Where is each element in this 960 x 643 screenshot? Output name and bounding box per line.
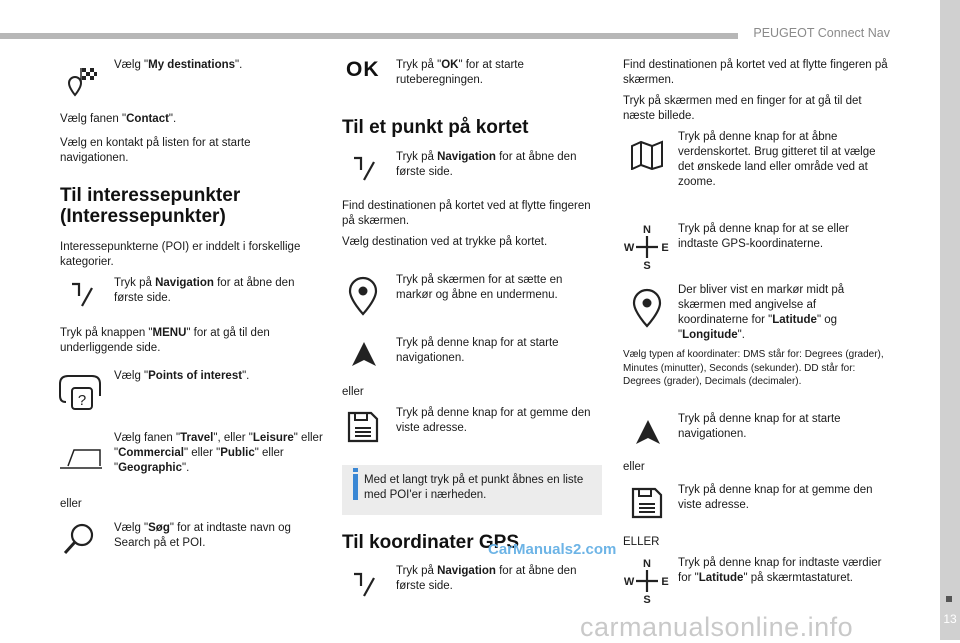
ok-text: Tryk på "OK" for at starte ruteberegningen. xyxy=(396,59,524,86)
my-destinations-text: Vælg "My destinations". xyxy=(114,59,243,71)
save-icon xyxy=(630,486,664,520)
find-destination-text: Find destinationen på kortet ved at flytte fingeren på skærmen. xyxy=(623,59,888,86)
category-tab-icon xyxy=(58,448,104,470)
or-text-caps: ELLER xyxy=(623,536,660,548)
poi-intro-text: Interessepunkterne (POI) er inddelt i forskellige kategorier. xyxy=(60,241,301,268)
map-pin-icon xyxy=(630,288,664,328)
category-tab-text: Vælg fanen "Travel", eller "Leisure" eller "Commercial" eller "Public" eller "Geographic". xyxy=(114,432,323,474)
start-navigation-icon xyxy=(350,340,378,368)
points-of-interest-icon xyxy=(58,374,102,410)
start-nav-text: Tryk på denne knap for at starte navigationen. xyxy=(396,337,559,364)
next-image-text: Tryk på skærmen med en finger for at gå til det næste billede. xyxy=(623,95,862,122)
gps-coordinates-text: Tryk på denne knap for at se eller indtaste GPS-koordinaterne. xyxy=(678,223,849,250)
map-navigation-text: Tryk på Navigation for at åbne den første side. xyxy=(396,151,577,178)
info-note xyxy=(342,465,602,515)
search-poi-text: Vælg "Søg" for at indtaste navn og Search på et POI. xyxy=(114,522,291,549)
contact-tab-text: Vælg fanen "Contact". xyxy=(60,113,177,125)
or-text: eller xyxy=(623,461,645,473)
compass-e: E xyxy=(661,242,669,254)
navigation-icon xyxy=(352,572,378,600)
section-heading-gps: Til koordinater GPS xyxy=(342,532,520,553)
gps-navigation-text: Tryk på Navigation for at åbne den første side. xyxy=(396,565,577,592)
marker-coordinates-text: Der bliver vist en markør midt på skærmen med angivelse af koordinaterne for "Latitude" og "Longitude". xyxy=(678,284,845,341)
search-icon xyxy=(62,522,96,556)
world-map-text: Tryk på denne knap for at åbne verdenskortet. Brug gitteret til at vælge det ønskede land eller område ved at zoome. xyxy=(678,131,876,188)
or-text: eller xyxy=(60,498,82,510)
poi-navigation-text: Tryk på Navigation for at åbne den første side. xyxy=(114,277,295,304)
map-pin-icon xyxy=(346,276,380,316)
map-find-text: Find destinationen på kortet ved at flytte fingeren på skærmen. xyxy=(342,200,591,227)
footer-watermark: carmanualsonline.info xyxy=(580,612,854,642)
points-of-interest-text: Vælg "Points of interest". xyxy=(114,370,250,382)
pin-text: Tryk på skærmen for at sætte en markør og åbne en undermenu. xyxy=(396,274,563,301)
compass-w: W xyxy=(624,576,635,588)
section-heading-poi: Til interessepunkter (Interessepunkter) xyxy=(60,185,241,227)
svg-text:?: ? xyxy=(77,392,87,409)
compass-n: N xyxy=(643,558,651,570)
map-select-text: Vælg destination ved at trykke på kortet. xyxy=(342,236,548,248)
gps-start-nav-text: Tryk på denne knap for at starte navigationen. xyxy=(678,413,841,440)
header-rule xyxy=(0,33,738,39)
compass-n: N xyxy=(643,224,651,236)
info-note-text: Med et langt tryk på et punkt åbnes en liste med POI'er i nærheden. xyxy=(364,474,584,501)
coordinate-type-note: Vælg typen af koordinater: DMS står for: Degrees (grader), Minutes (minutter), Seconds (sekunder). DD står for: Degrees (grader), Decimals (decimaler). xyxy=(623,349,884,387)
start-navigation-icon xyxy=(634,418,662,446)
gps-compass-icon xyxy=(624,556,670,604)
compass-s: S xyxy=(643,260,651,270)
destination-flag-icon xyxy=(60,66,98,102)
page-header: PEUGEOT Connect Nav xyxy=(753,26,890,40)
gps-save-text: Tryk på denne knap for at gemme den viste adresse. xyxy=(678,484,873,511)
latitude-keyboard-text: Tryk på denne knap for indtaste værdier for "Latitude" på skærmtastaturet. xyxy=(678,557,882,584)
or-text: eller xyxy=(342,386,364,398)
ok-icon: OK xyxy=(346,58,380,81)
side-tab xyxy=(940,0,960,640)
watermark: CarManuals2.com xyxy=(488,541,617,558)
save-address-text: Tryk på denne knap for at gemme den viste adresse. xyxy=(396,407,591,434)
compass-s: S xyxy=(643,594,651,604)
navigation-icon xyxy=(70,282,96,310)
menu-button-text: Tryk på knappen "MENU" for at gå til den underliggende side. xyxy=(60,327,270,354)
tab-marker xyxy=(946,596,952,602)
gps-compass-icon xyxy=(624,222,670,270)
contact-select-text: Vælg en kontakt på listen for at starte navigationen. xyxy=(60,137,251,164)
compass-e: E xyxy=(661,576,669,588)
save-icon xyxy=(346,410,380,444)
compass-w: W xyxy=(624,242,635,254)
info-icon xyxy=(353,474,358,500)
navigation-icon xyxy=(352,156,378,184)
section-heading-map-point: Til et punkt på kortet xyxy=(342,117,529,138)
page-number: 13 xyxy=(943,612,957,626)
world-map-icon xyxy=(630,140,664,170)
